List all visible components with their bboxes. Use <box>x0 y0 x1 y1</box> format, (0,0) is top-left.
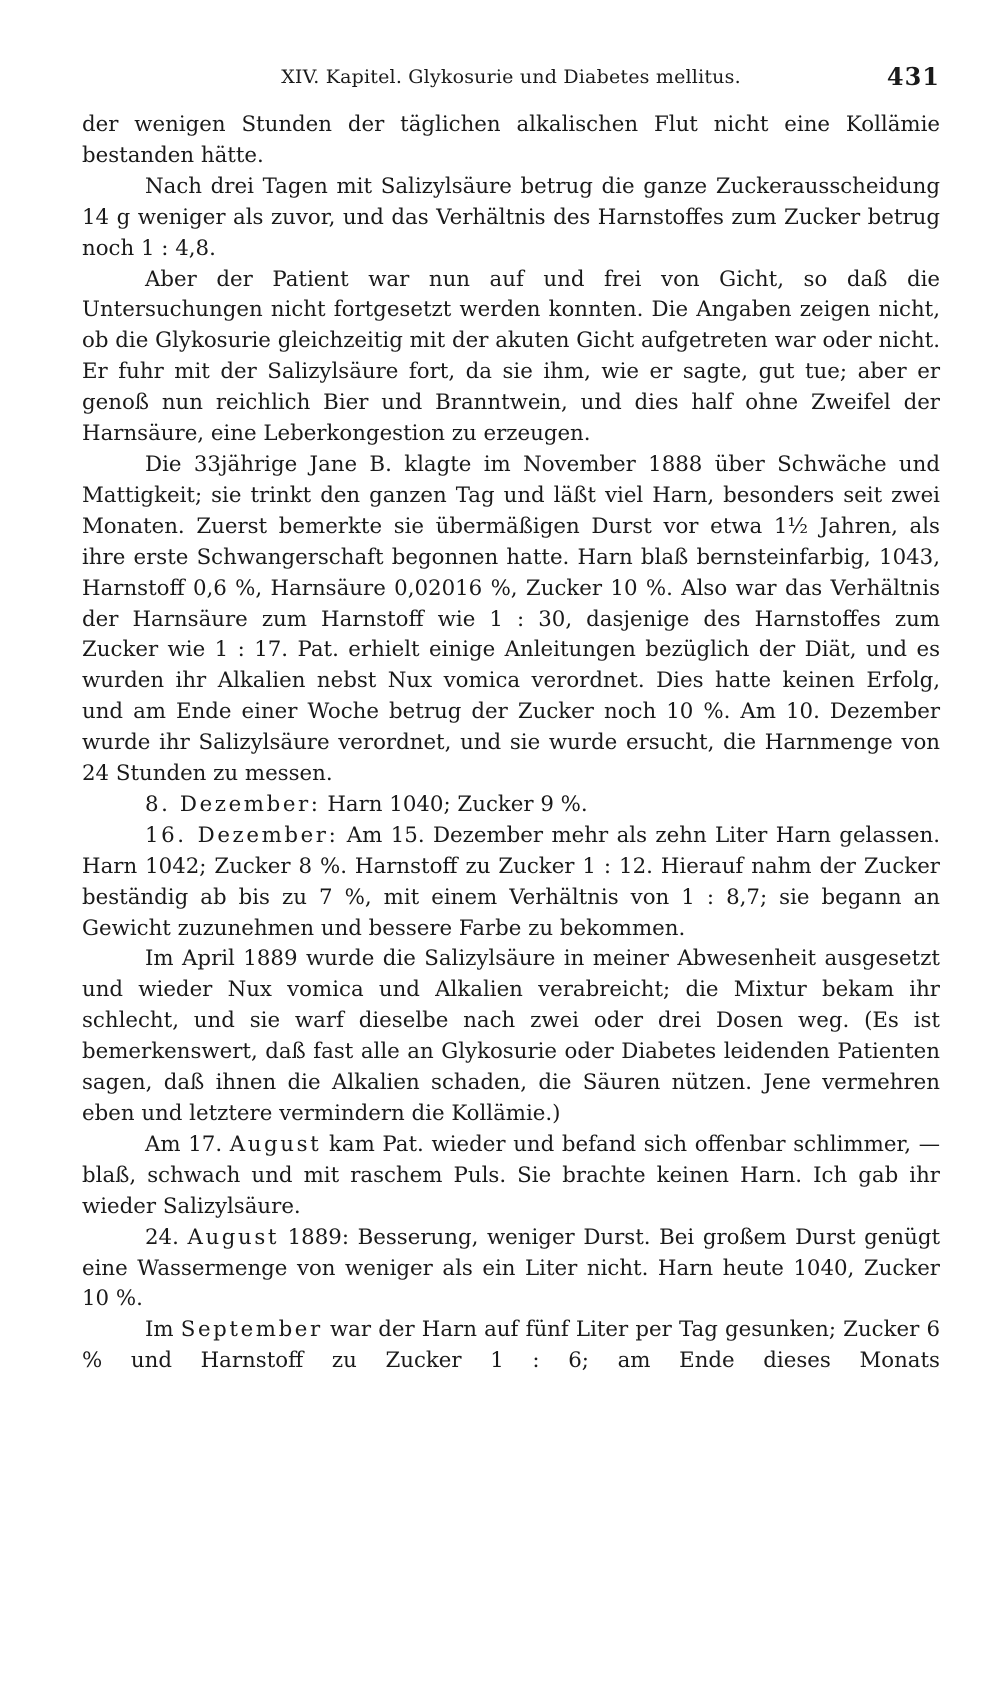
entry-month: September <box>180 1317 323 1343</box>
running-header <box>82 62 940 92</box>
paragraph: Im April 1889 wurde die Salizylsäure in meiner Abwesenheit ausgesetzt und wieder Nux vomica und Alkalien verabreicht; die Mixtur bekam ihr schlecht, und sie warf dieselbe nach zwei oder drei Dosen weg. (Es ist bemerkenswert, daß fast alle an Glykosurie oder Diabetes leidenden Patienten sagen, daß ihnen die Alkalien schaden, die Säuren nützen. Jene vermehren eben und letztere vermindern die Kollämie.) <box>82 946 940 1126</box>
diary-entry: 24. August 1889: Besserung, weniger Durst. Bei großem Durst genügt eine Wassermenge von weniger als ein Liter nicht. Harn heute 1040, Zucker 10 %. <box>82 1224 941 1312</box>
paragraph-continuation: der wenigen Stunden der täglichen alkalischen Flut nicht eine Kollämie bestanden hätte. <box>82 112 940 168</box>
diary-entry: Im September war der Harn auf fünf Liter per Tag gesunken; Zucker 6 % und Harnstoff zu Zucker 1 : 6; am Ende dieses Monats <box>82 1317 940 1374</box>
entry-month: August <box>187 1224 280 1250</box>
diary-entry: 16. Dezember: Am 15. Dezember mehr als zehn Liter Harn gelassen. Harn 1042; Zucker 8 %. Harnstoff zu Zucker 1 : 12. Hierauf nahm der Zucker beständig ab bis zu 7 %, mit einem Verhältnis von 1 : 8,7; sie begann an Gewicht zuzunehmen und bessere Farbe zu bekommen. <box>82 822 940 941</box>
entry-month: August <box>229 1131 322 1157</box>
diary-entry: 8. Dezember: Harn 1040; Zucker 9 %. <box>145 791 588 817</box>
chapter-title: XIV. Kapitel. Glykosurie und Diabetes mellitus. <box>281 66 741 88</box>
entry-date: 16. Dezember: <box>145 822 339 848</box>
diary-entry: Am 17. August kam Pat. wieder und befand sich offenbar schlimmer, — blaß, schwach und mit raschem Puls. Sie brachte keinen Harn. Ich gab ihr wieder Salizylsäure. <box>82 1131 940 1219</box>
page-number: 431 <box>886 62 940 91</box>
paragraph: Nach drei Tagen mit Salizylsäure betrug die ganze Zuckerausscheidung 14 g weniger als zuvor, und das Verhältnis des Harnstoffes zum Zucker betrug noch 1 : 4,8. <box>82 173 940 261</box>
paragraph: Die 33jährige Jane B. klagte im November 1888 über Schwäche und Mattigkeit; sie trinkt den ganzen Tag und läßt viel Harn, besonders seit zwei Monaten. Zuerst bemerkte sie übermäßigen Durst vor etwa 1½ Jahren, als ihre erste Schwangerschaft begonnen hatte. Harn blaß bernsteinfarbig, 1043, Harnstoff 0,6 %, Harnsäure 0,02016 %, Zucker 10 %. Also war das Verhältnis der Harnsäure zum Harnstoff wie 1 : 30, dasjenige des Harnstoffes zum Zucker wie 1 : 17. Pat. erhielt einige Anleitungen bezüglich der Diät, und es wurden ihr Alkalien nebst Nux vomica verordnet. Dies hatte keinen Erfolg, und am Ende einer Woche betrug der Zucker noch 10 %. Am 10. Dezember wurde ihr Salizylsäure verordnet, und sie wurde ersucht, die Harnmenge von 24 Stunden zu messen. <box>82 451 940 787</box>
paragraph: Aber der Patient war nun auf und frei von Gicht, so daß die Untersuchungen nicht fortgesetzt werden konnten. Die Angaben zeigen nicht, ob die Glykosurie gleichzeitig mit der akuten Gicht aufgetreten war oder nicht. Er fuhr mit der Salizylsäure fort, da sie ihm, wie er sagte, gut tue; aber er genoß nun reichlich Bier und Branntwein, und dies half ohne Zweifel der Harnsäure, eine Leberkongestion zu erzeugen. <box>82 266 940 447</box>
entry-date: 8. Dezember: <box>145 791 321 817</box>
body-text <box>82 110 940 1377</box>
